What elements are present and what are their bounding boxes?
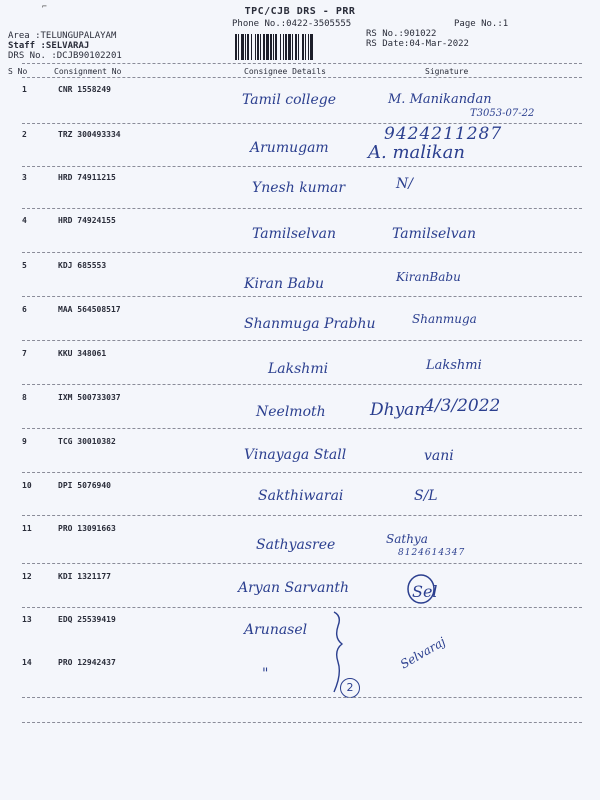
row-signature-date: 4/3/2022 bbox=[424, 396, 501, 416]
row-signature: Shanmuga bbox=[412, 312, 477, 326]
document-title: TPC/CJB DRS - PRR bbox=[244, 6, 356, 17]
row-signature: Sathya bbox=[386, 532, 428, 546]
row-consignment: PRO 13091663 bbox=[58, 524, 116, 533]
row-consignee: Sathyasree bbox=[256, 537, 336, 553]
divider bbox=[22, 563, 582, 564]
phone-number: Phone No.:0422-3505555 bbox=[232, 19, 352, 29]
corner-mark: ⌐ bbox=[42, 2, 47, 11]
row-consignee: " bbox=[262, 666, 269, 682]
row-signature: A. malikan bbox=[368, 142, 465, 163]
divider bbox=[22, 77, 582, 78]
row-consignee: Tamilselvan bbox=[252, 226, 337, 242]
row-consignment: CNR 1558249 bbox=[58, 85, 111, 94]
row-consignee: Vinayaga Stall bbox=[244, 447, 347, 463]
row-sno: 4 bbox=[22, 216, 27, 225]
divider bbox=[22, 697, 582, 698]
divider bbox=[22, 722, 582, 723]
row-sno: 8 bbox=[22, 393, 27, 402]
row-signature: KiranBabu bbox=[396, 270, 461, 284]
signature-loop-icon bbox=[404, 572, 438, 606]
row-signature: N/ bbox=[396, 176, 413, 192]
row-consignee: Lakshmi bbox=[268, 361, 329, 377]
row-sno: 3 bbox=[22, 173, 27, 182]
divider bbox=[22, 428, 582, 429]
row-consignee: Sakthiwarai bbox=[258, 488, 344, 504]
row-signature: 2 bbox=[340, 678, 360, 698]
row-signature: S/L bbox=[414, 488, 438, 504]
row-consignment: IXM 500733037 bbox=[58, 393, 121, 402]
row-sno: 12 bbox=[22, 572, 32, 581]
column-consignee: Consignee Details bbox=[244, 67, 326, 76]
row-consignment: PRO 12942437 bbox=[58, 658, 116, 667]
column-sno: S No bbox=[8, 67, 28, 76]
row-sno: 7 bbox=[22, 349, 27, 358]
row-signature-note: 9424211287 bbox=[384, 124, 503, 144]
row-sno: 5 bbox=[22, 261, 27, 270]
row-consignee: Ynesh kumar bbox=[252, 180, 346, 196]
row-consignee: Arumugam bbox=[250, 140, 329, 156]
row-consignee: Neelmoth bbox=[256, 404, 326, 420]
row-signature: Lakshmi bbox=[426, 358, 482, 373]
row-consignee: Tamil college bbox=[242, 92, 337, 108]
row-signature: M. Manikandan bbox=[388, 92, 492, 107]
column-signature: Signature bbox=[425, 67, 469, 76]
row-sno: 2 bbox=[22, 130, 27, 139]
drs-number: DRS No. :DCJB90102201 bbox=[8, 51, 122, 61]
row-consignment: HRD 74924155 bbox=[58, 216, 116, 225]
row-sno: 13 bbox=[22, 615, 32, 624]
row-consignee: Aryan Sarvanth bbox=[238, 580, 350, 596]
row-sno: 14 bbox=[22, 658, 32, 667]
row-consignment: HRD 74911215 bbox=[58, 173, 116, 182]
divider bbox=[22, 166, 582, 167]
row-sno: 6 bbox=[22, 305, 27, 314]
row-sno: 11 bbox=[22, 524, 32, 533]
divider bbox=[22, 340, 582, 341]
divider bbox=[22, 384, 582, 385]
row-signature: Tamilselvan bbox=[392, 226, 477, 242]
divider bbox=[22, 252, 582, 253]
row-consignee: Shanmuga Prabhu bbox=[244, 316, 376, 332]
divider bbox=[22, 515, 582, 516]
row-consignment: KDI 1321177 bbox=[58, 572, 111, 581]
row-consignment: TRZ 300493334 bbox=[58, 130, 121, 139]
divider bbox=[22, 208, 582, 209]
row-signature: vani bbox=[424, 448, 454, 464]
rs-date: RS Date:04-Mar-2022 bbox=[366, 39, 469, 49]
row-signature: Dhyan bbox=[370, 400, 426, 420]
row-consignment: TCG 30010382 bbox=[58, 437, 116, 446]
column-consignment: Consignment No bbox=[54, 67, 122, 76]
row-consignee: Kiran Babu bbox=[244, 276, 325, 292]
row-signature-note: 8124614347 bbox=[398, 548, 466, 558]
row-sno: 10 bbox=[22, 481, 32, 490]
row-signature: Selvaraj bbox=[397, 634, 448, 672]
divider bbox=[22, 472, 582, 473]
staff-info: Staff :SELVARAJ bbox=[8, 41, 90, 51]
page-number: Page No.:1 bbox=[454, 19, 509, 29]
row-consignment: KKU 348061 bbox=[58, 349, 107, 358]
row-consignment: KDJ 685553 bbox=[58, 261, 107, 270]
row-consignment: DPI 5076940 bbox=[58, 481, 111, 490]
row-signature: Sel bbox=[412, 582, 438, 601]
row-consignment: MAA 564508517 bbox=[58, 305, 121, 314]
row-signature-note: T3053-07-22 bbox=[470, 108, 535, 119]
row-sno: 9 bbox=[22, 437, 27, 446]
rs-number: RS No.:901022 bbox=[366, 29, 437, 39]
divider bbox=[22, 63, 582, 64]
divider bbox=[22, 607, 582, 608]
row-consignment: EDQ 25539419 bbox=[58, 615, 116, 624]
area-info: Area :TELUNGUPALAYAM bbox=[8, 31, 117, 41]
barcode-icon bbox=[233, 33, 361, 61]
divider bbox=[22, 296, 582, 297]
row-consignee: Arunasel bbox=[244, 622, 308, 638]
row-sno: 1 bbox=[22, 85, 27, 94]
